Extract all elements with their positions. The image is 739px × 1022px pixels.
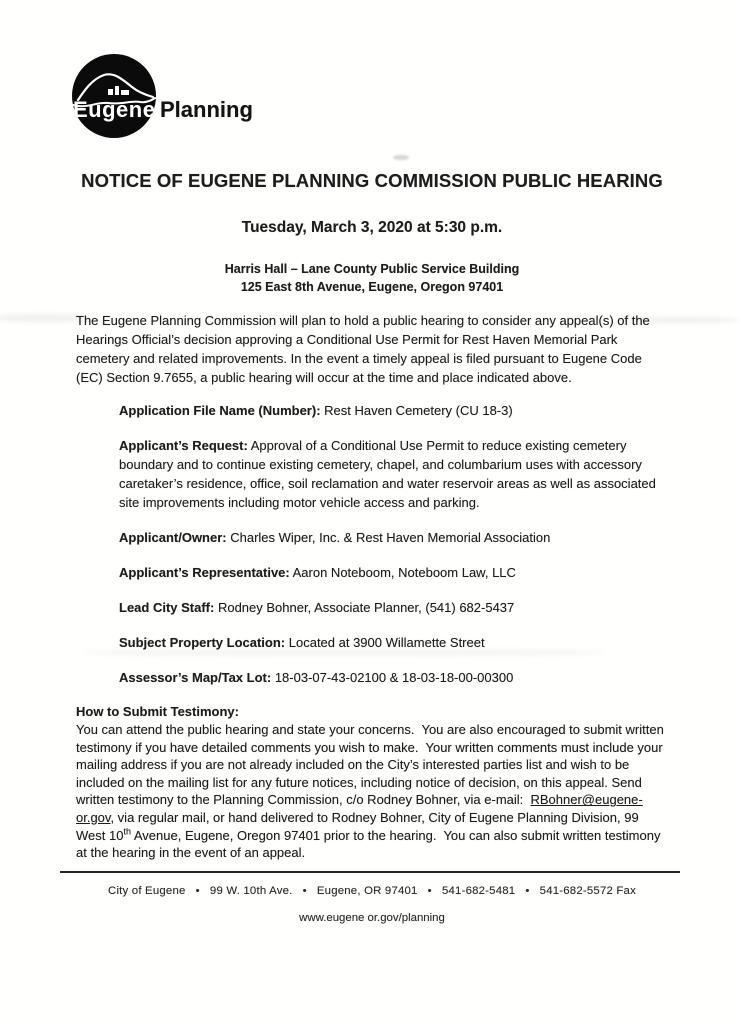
field-label: Application File Name (Number): xyxy=(119,403,321,418)
eugene-logo-icon xyxy=(70,52,270,142)
field-label: Assessor’s Map/Tax Lot: xyxy=(119,670,272,685)
logo-circle-text: Eugene xyxy=(73,97,156,122)
scan-speck xyxy=(393,155,409,160)
testimony-paragraph xyxy=(76,721,668,862)
field-applicant-request xyxy=(119,436,668,512)
field-value: Charles Wiper, Inc. & Rest Haven Memorial Association xyxy=(226,530,551,545)
footer-contact-line: City of Eugene • 99 W. 10th Ave. • Eugene, OR 97401 • 541-682-5481 • 541-682-5572 Fax xyxy=(108,885,636,898)
field-assessors-map xyxy=(119,668,668,687)
field-lead-city-staff xyxy=(119,598,668,617)
field-value: Aaron Noteboom, Noteboom Law, LLC xyxy=(289,565,516,580)
field-value: Located at 3900 Willamette Street xyxy=(285,635,485,650)
footer-divider xyxy=(60,871,680,873)
eugene-planning-logo xyxy=(70,52,270,147)
footer-url: www.eugene or.gov/planning xyxy=(299,911,445,924)
field-label: Applicant’s Request: xyxy=(119,438,248,453)
venue-building: Harris Hall – Lane County Public Service Building xyxy=(224,262,520,276)
testimony-text-2: , via regular mail, or hand delivered to Rodney Bohner, City of Eugene Planning Division, 99 West 10 xyxy=(76,809,643,843)
notice-fields xyxy=(76,401,668,687)
field-subject-property xyxy=(119,633,668,652)
testimony-heading: How to Submit Testimony: xyxy=(76,704,239,719)
hearing-venue xyxy=(76,260,668,296)
testimony-text-3: Avenue, Eugene, Oregon 97401 prior to the hearing. You can also submit written testimony at the hearing in the event of an appeal. xyxy=(76,827,665,861)
hearing-datetime: Tuesday, March 3, 2020 at 5:30 p.m. xyxy=(241,219,503,236)
field-application-file xyxy=(119,401,668,420)
ordinal-superscript: th xyxy=(123,826,131,837)
field-value: Approval of a Conditional Use Permit to reduce existing cemetery boundary and to continue existing cemetery, chapel, and columbarium uses with accessory caretaker’s residence, office, soil reclamation and water reservoir areas as well as associated site improvements including motor vehicle access and parking. xyxy=(119,438,660,510)
venue-address: 125 East 8th Avenue, Eugene, Oregon 97401 xyxy=(240,280,504,294)
email-link: RBohner@eugene-or.gov xyxy=(76,792,643,825)
field-label: Subject Property Location: xyxy=(119,635,286,650)
field-label: Applicant/Owner: xyxy=(119,530,227,545)
field-value: Rodney Bohner, Associate Planner, (541) 682-5437 xyxy=(214,600,515,615)
field-applicant-representative xyxy=(119,563,668,582)
testimony-text-1: You can attend the public hearing and state your concerns. You are also encouraged to submit written testimony if you have detailed comments you wish to make. Your written comments must include your mailing address if you are not already included on the City’s interested parties list and wish to be included on the mailing list for any future notices, including notice of decision, on this appeal. Send written testimony to the Planning Commission, c/o Rodney Bohner, via e-mail: xyxy=(76,722,668,808)
field-label: Lead City Staff: xyxy=(119,600,215,615)
field-value: 18-03-07-43-02100 & 18-03-18-00-00300 xyxy=(271,670,514,685)
field-applicant-owner xyxy=(119,528,668,547)
field-value: Rest Haven Cemetery (CU 18-3) xyxy=(320,403,513,418)
logo-wordmark: Planning xyxy=(160,97,253,122)
field-label: Applicant’s Representative: xyxy=(119,565,290,580)
intro-paragraph: The Eugene Planning Commission will plan to hold a public hearing to consider any appeal(s) of the Hearings Official’s decision approving a Conditional Use Permit for Rest Haven Memorial Park cemetery and related improvements. In the event a timely appeal is filed pursuant to Eugene Code (EC) Section 9.7655, a public hearing will occur at the time and place indicated above. xyxy=(76,313,654,385)
notice-title: NOTICE OF EUGENE PLANNING COMMISSION PUBLIC HEARING xyxy=(81,170,663,191)
document-body xyxy=(76,170,668,936)
